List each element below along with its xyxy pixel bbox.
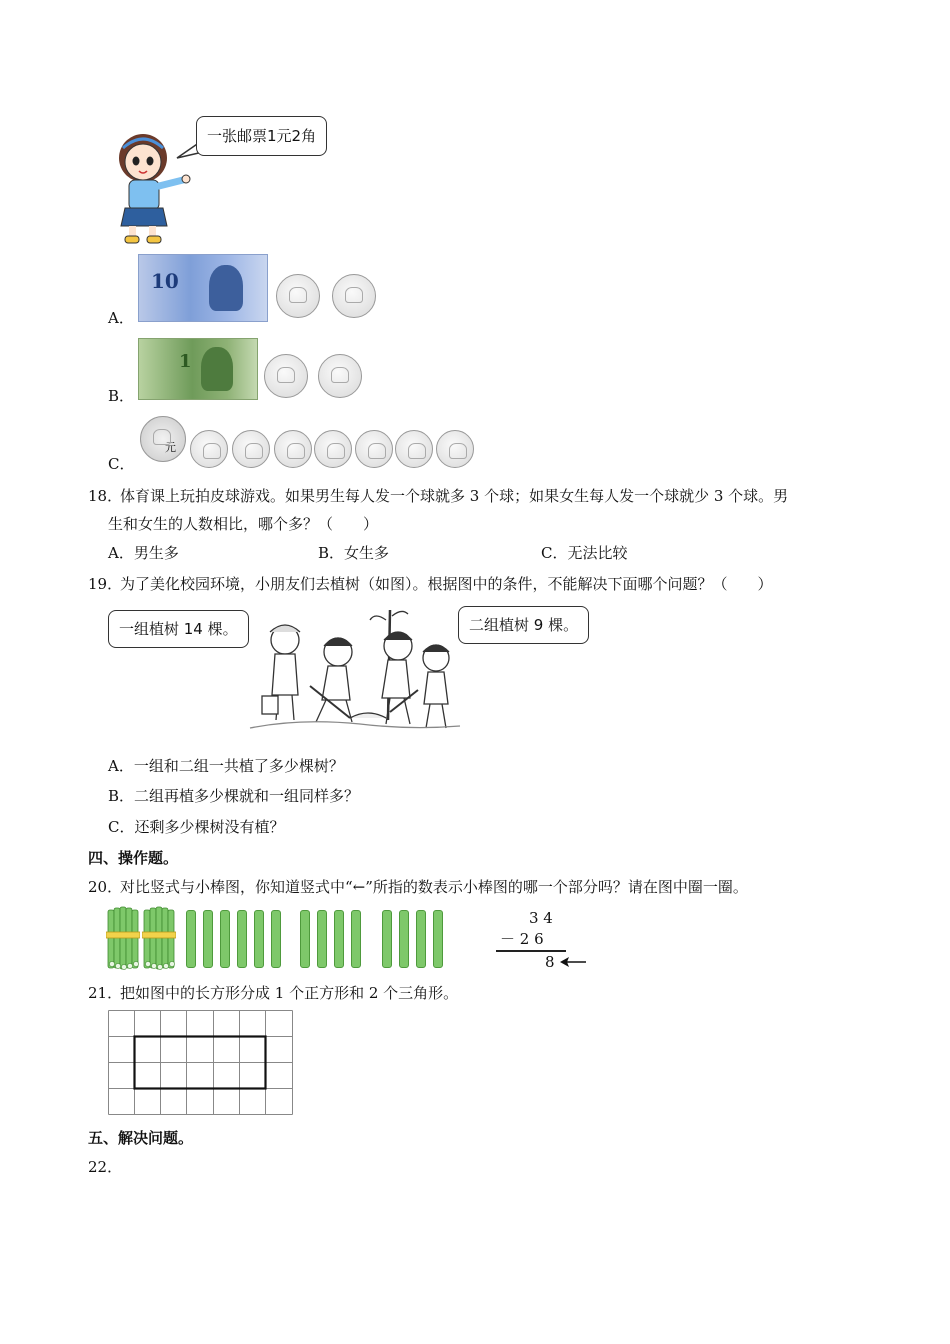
group1-bubble: 一组植树 14 棵。 — [108, 610, 249, 648]
one-jiao-coin — [274, 430, 312, 468]
stick-bundle[interactable] — [142, 906, 176, 972]
q18-text-line2: 生和女生的人数相比，哪个多？（ ） — [108, 515, 379, 533]
single-stick[interactable] — [220, 910, 230, 968]
grid-figure[interactable] — [108, 1010, 294, 1116]
q17-option-b-label[interactable]: B． — [108, 387, 135, 405]
one-yuan-note — [138, 338, 258, 400]
q19-option-c[interactable]: C．还剩多少棵树没有植？ — [108, 818, 285, 836]
group2-bubble: 二组植树 9 棵。 — [458, 606, 589, 644]
single-stick[interactable] — [300, 910, 310, 968]
section-4-heading: 四、操作题。 — [88, 849, 179, 867]
q18-option-c[interactable]: C．无法比较 — [541, 544, 628, 562]
section-5-heading: 五、解决问题。 — [88, 1129, 194, 1147]
single-stick[interactable] — [237, 910, 247, 968]
one-jiao-coin — [314, 430, 352, 468]
one-jiao-coin — [318, 354, 362, 398]
one-jiao-coin — [276, 274, 320, 318]
note-value: 1 — [179, 351, 192, 372]
q18-number: 18． — [88, 487, 123, 505]
single-stick[interactable] — [186, 910, 196, 968]
q19-option-b[interactable]: B．二组再植多少棵就和一组同样多？ — [108, 787, 360, 805]
q21-number: 21． — [88, 984, 123, 1002]
q20-number: 20． — [88, 878, 123, 896]
one-jiao-coin — [355, 430, 393, 468]
q21-text: 把如图中的长方形分成 1 个正方形和 2 个三角形。 — [120, 984, 459, 1002]
vertical-rule — [496, 950, 566, 952]
portrait-icon — [209, 265, 243, 311]
one-jiao-coin — [232, 430, 270, 468]
q18-option-a[interactable]: A．男生多 — [108, 544, 179, 562]
tree-planting-illustration — [240, 600, 470, 745]
single-stick[interactable] — [317, 910, 327, 968]
vertical-top-number: 3 4 — [529, 909, 553, 927]
single-stick[interactable] — [382, 910, 392, 968]
single-stick[interactable] — [254, 910, 264, 968]
portrait-icon — [201, 347, 233, 391]
vertical-result: 8 — [545, 953, 555, 971]
single-stick[interactable] — [399, 910, 409, 968]
one-jiao-coin — [395, 430, 433, 468]
one-yuan-coin — [140, 416, 186, 462]
vertical-subtrahend: － 2 6 — [500, 930, 544, 948]
q22-number: 22． — [88, 1158, 123, 1176]
q18-option-b[interactable]: B．女生多 — [318, 544, 390, 562]
q19-text: 为了美化校园环境，小朋友们去植树（如图）。根据图中的条件，不能解决下面哪个问题？（ ） — [120, 575, 773, 593]
single-stick[interactable] — [271, 910, 281, 968]
q17-option-a-label[interactable]: A． — [108, 309, 134, 327]
single-stick[interactable] — [203, 910, 213, 968]
ten-yuan-note — [138, 254, 268, 322]
single-stick[interactable] — [416, 910, 426, 968]
one-jiao-coin — [436, 430, 474, 468]
q19-option-a[interactable]: A．一组和二组一共植了多少棵树？ — [108, 757, 344, 775]
single-stick[interactable] — [334, 910, 344, 968]
q17-option-c-label[interactable]: C． — [108, 455, 135, 473]
one-jiao-coin — [332, 274, 376, 318]
left-arrow-icon — [558, 955, 588, 969]
one-jiao-coin — [190, 430, 228, 468]
single-stick[interactable] — [351, 910, 361, 968]
one-jiao-coin — [264, 354, 308, 398]
stick-bundle[interactable] — [106, 906, 140, 972]
single-stick[interactable] — [433, 910, 443, 968]
q19-number: 19． — [88, 575, 123, 593]
stamp-price-bubble: 一张邮票1元2角 — [196, 116, 327, 156]
q20-text: 对比竖式与小棒图，你知道竖式中“←”所指的数表示小棒图的哪一个部分吗？请在图中圈一圈。 — [120, 878, 748, 896]
q18-text-line1: 体育课上玩拍皮球游戏。如果男生每人发一个球就多 3 个球；如果女生每人发一个球就少 3 个球。男 — [120, 487, 789, 505]
note-value: 10 — [151, 269, 179, 293]
coin-text: 元 — [165, 441, 176, 454]
